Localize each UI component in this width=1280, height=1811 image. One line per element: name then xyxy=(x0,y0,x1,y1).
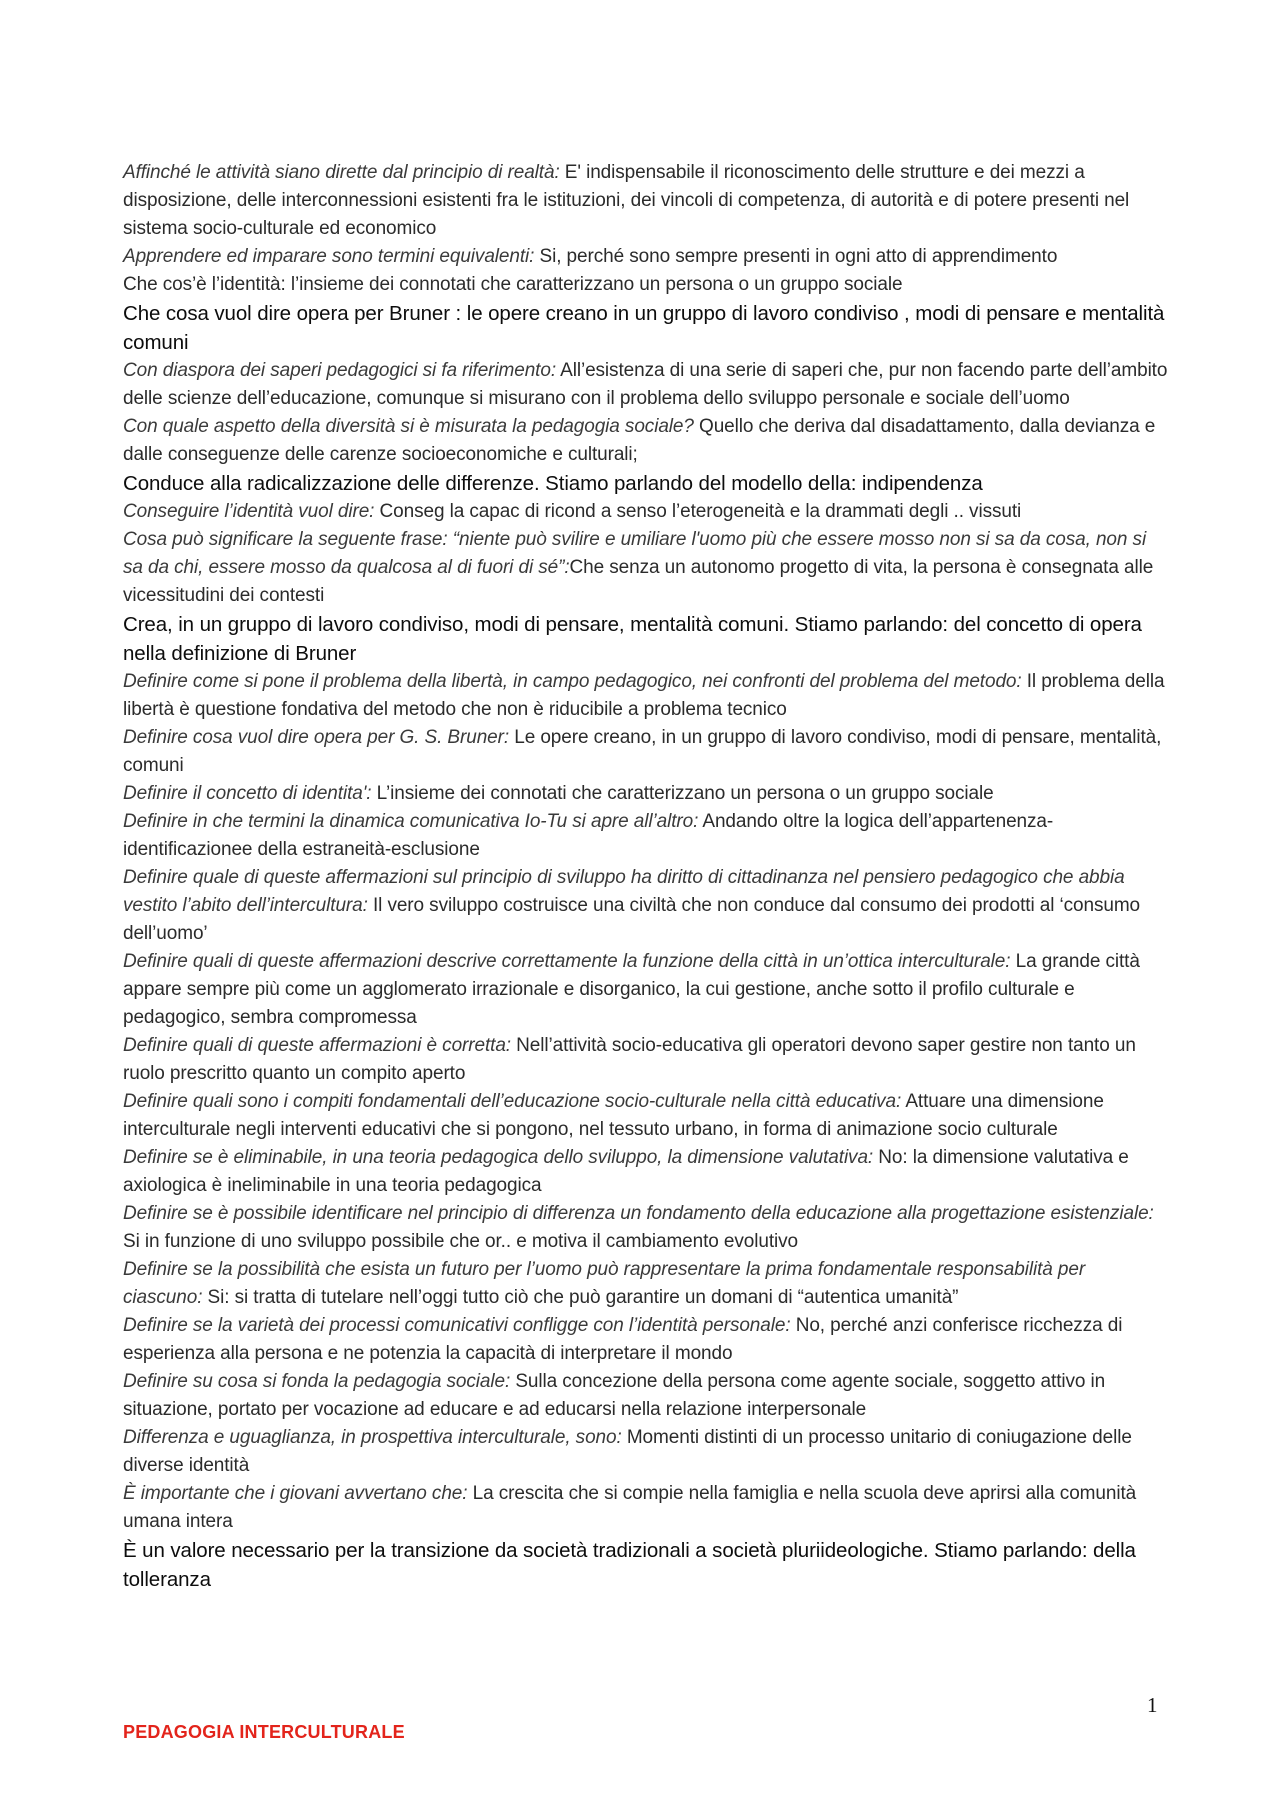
question-text: Definire quali sono i compiti fondamentali dell’educazione socio-culturale nella città educativa: xyxy=(123,1091,902,1112)
answer-text: La grande città appare sempre più come un agglomerato irrazionale e disorganico, la cui gestione, anche sotto il profilo culturale e pedagogico, sembra compromessa xyxy=(123,951,1140,1028)
question-text: Conseguire l’identità vuol dire: xyxy=(123,501,375,522)
question-text: È importante che i giovani avvertano che: xyxy=(123,1483,468,1504)
qa-entry xyxy=(123,299,1168,357)
qa-entry xyxy=(123,808,1168,864)
qa-entry xyxy=(123,780,1168,808)
answer-text: All’esistenza di una serie di saperi che, pur non facendo parte dell’ambito delle scienze dell’educazione, comunque si misurano con il problema dello sviluppo personale e sociale dell’uomo xyxy=(123,360,1168,409)
answer-text: Il problema della libertà è questione fondativa del metodo che non è riducibile a problema tecnico xyxy=(123,671,1165,720)
answer-text: Crea, in un gruppo di lavoro condiviso, modi di pensare, mentalità comuni. Stiamo parlando: del concetto di opera nella definizione di Bruner xyxy=(123,613,1142,665)
question-text: Affinché le attività siano dirette dal principio di realtà: xyxy=(123,162,560,183)
answer-text: Andando oltre la logica dell’appartenenza-identificazionee della estraneità-esclusione xyxy=(123,811,1054,860)
qa-entry xyxy=(123,526,1168,610)
question-text: Definire quali di queste affermazioni è corretta: xyxy=(123,1035,511,1056)
qa-entry xyxy=(123,1424,1168,1480)
qa-entry xyxy=(123,1144,1168,1200)
question-text: Apprendere ed imparare sono termini equivalenti: xyxy=(123,246,535,267)
qa-entry xyxy=(123,357,1168,413)
answer-text: Conduce alla radicalizzazione delle differenze. Stiamo parlando del modello della: indipendenza xyxy=(123,472,983,495)
answer-text: Attuare una dimensione interculturale negli interventi educativi che si pongono, nel tessuto urbano, in forma di animazione socio culturale xyxy=(123,1091,1104,1140)
answer-text: È un valore necessario per la transizione da società tradizionali a società pluriideologiche. Stiamo parlando: della tolleranza xyxy=(123,1539,1136,1591)
answer-text: Che cos’è l’identità: l’insieme dei connotati che caratterizzano un persona o un gruppo sociale xyxy=(123,274,903,295)
question-text: Definire se la varietà dei processi comunicativi confligge con l’identità personale: xyxy=(123,1315,791,1336)
qa-entry xyxy=(123,668,1168,724)
question-text: Definire come si pone il problema della libertà, in campo pedagogico, nei confronti del problema del metodo: xyxy=(123,671,1022,692)
qa-entry xyxy=(123,724,1168,780)
answer-text: Il vero sviluppo costruisce una civiltà che non conduce dal consumo dei prodotti al ‘consumo dell’uomo’ xyxy=(123,895,1141,944)
answer-text: Si, perché sono sempre presenti in ogni atto di apprendimento xyxy=(534,246,1058,267)
question-text: Con quale aspetto della diversità si è misurata la pedagogia sociale? xyxy=(123,416,694,437)
answer-text: Che cosa vuol dire opera per Bruner : le opere creano in un gruppo di lavoro condiviso , modi di pensare e mentalità comuni xyxy=(123,302,1165,354)
answer-text: Nell’attività socio-educativa gli operatori devono saper gestire non tanto un ruolo prescritto quanto un compito aperto xyxy=(123,1035,1136,1084)
answer-text: No: la dimensione valutativa e axiologica è ineliminabile in una teoria pedagogica xyxy=(123,1147,1129,1196)
qa-entry xyxy=(123,864,1168,948)
answer-text: L’insieme dei connotati che caratterizzano un persona o un gruppo sociale xyxy=(371,783,994,804)
document-footer: PEDAGOGIA INTERCULTURALE xyxy=(123,1722,405,1742)
answer-text: Le opere creano, in un gruppo di lavoro condiviso, modi di pensare, mentalità, comuni xyxy=(123,727,1162,776)
question-text: Definire quali di queste affermazioni descrive correttamente la funzione della città in un’ottica interculturale: xyxy=(123,951,1011,972)
question-text: Definire quale di queste affermazioni sul principio di sviluppo ha diritto di cittadinanza nel pensiero pedagogico che abbia vestito l’abito dell’intercultura: xyxy=(123,867,1125,916)
qa-entry xyxy=(123,1536,1168,1594)
question-text: Definire se la possibilità che esista un futuro per l’uomo può rappresentare la prima fondamentale responsabilità per ciascuno: xyxy=(123,1259,1086,1308)
qa-entry xyxy=(123,1312,1168,1368)
qa-entry xyxy=(123,243,1168,271)
qa-entry xyxy=(123,159,1168,243)
answer-text: Sulla concezione della persona come agente sociale, soggetto attivo in situazione, portato per vocazione ad educare e ad educarsi nella relazione interpersonale xyxy=(123,1371,1106,1420)
qa-entry xyxy=(123,1200,1168,1256)
qa-entry xyxy=(123,948,1168,1032)
question-text: Definire cosa vuol dire opera per G. S. Bruner: xyxy=(123,727,510,748)
answer-text: Che senza un autonomo progetto di vita, la persona è consegnata alle vicessitudini dei contesti xyxy=(123,557,1154,606)
qa-entry xyxy=(123,1256,1168,1312)
question-text: Definire se è eliminabile, in una teoria pedagogica dello sviluppo, la dimensione valutativa: xyxy=(123,1147,874,1168)
answer-text: Quello che deriva dal disadattamento, dalla devianza e dalle conseguenze delle carenze socioeconomiche e culturali; xyxy=(123,416,1156,465)
question-text: Cosa può significare la seguente frase: “niente può svilire e umiliare l'uomo più che essere mosso non si sa da cosa, non si sa da chi, essere mosso da qualcosa al di fuori di sé”: xyxy=(123,529,1147,578)
qa-entry xyxy=(123,610,1168,668)
qa-entry xyxy=(123,1480,1168,1536)
qa-entry xyxy=(123,1032,1168,1088)
answer-text: La crescita che si compie nella famiglia e nella scuola deve aprirsi alla comunità umana intera xyxy=(123,1483,1137,1532)
qa-entry xyxy=(123,271,1168,299)
page-number: 1 xyxy=(1147,1693,1158,1717)
question-text: Differenza e uguaglianza, in prospettiva interculturale, sono: xyxy=(123,1427,622,1448)
qa-entry xyxy=(123,1368,1168,1424)
qa-entry xyxy=(123,498,1168,526)
question-text: Con diaspora dei saperi pedagogici si fa riferimento: xyxy=(123,360,556,381)
question-text: Definire se è possibile identificare nel principio di differenza un fondamento della educazione alla progettazione esistenziale: xyxy=(123,1203,1154,1224)
answer-text: Si: si tratta di tutelare nell’oggi tutto ciò che può garantire un domani di “autentica umanità” xyxy=(202,1287,959,1308)
answer-text: E' indispensabile il riconoscimento delle strutture e dei mezzi a disposizione, delle interconnessioni esistenti fra le istituzioni, dei vincoli di competenza, di autorità e di potere presenti nel sistema socio-culturale ed economico xyxy=(123,162,1130,239)
qa-entry xyxy=(123,413,1168,469)
question-text: Definire il concetto di identita': xyxy=(123,783,372,804)
qa-entry xyxy=(123,1088,1168,1144)
question-text: Definire in che termini la dinamica comunicativa Io-Tu si apre all’altro: xyxy=(123,811,699,832)
question-text: Definire su cosa si fonda la pedagogia sociale: xyxy=(123,1371,511,1392)
qa-entry xyxy=(123,469,1168,498)
document-body xyxy=(123,159,1168,1594)
answer-text: Momenti distinti di un processo unitario di coniugazione delle diverse identità xyxy=(123,1427,1132,1476)
answer-text: Conseg la capac di ricond a senso l’eterogeneità e la drammati degli .. vissuti xyxy=(374,501,1022,522)
answer-text: Si in funzione di uno sviluppo possibile che or.. e motiva il cambiamento evolutivo xyxy=(123,1231,799,1252)
answer-text: No, perché anzi conferisce ricchezza di esperienza alla persona e ne potenzia la capacità di interpretare il mondo xyxy=(123,1315,1123,1364)
